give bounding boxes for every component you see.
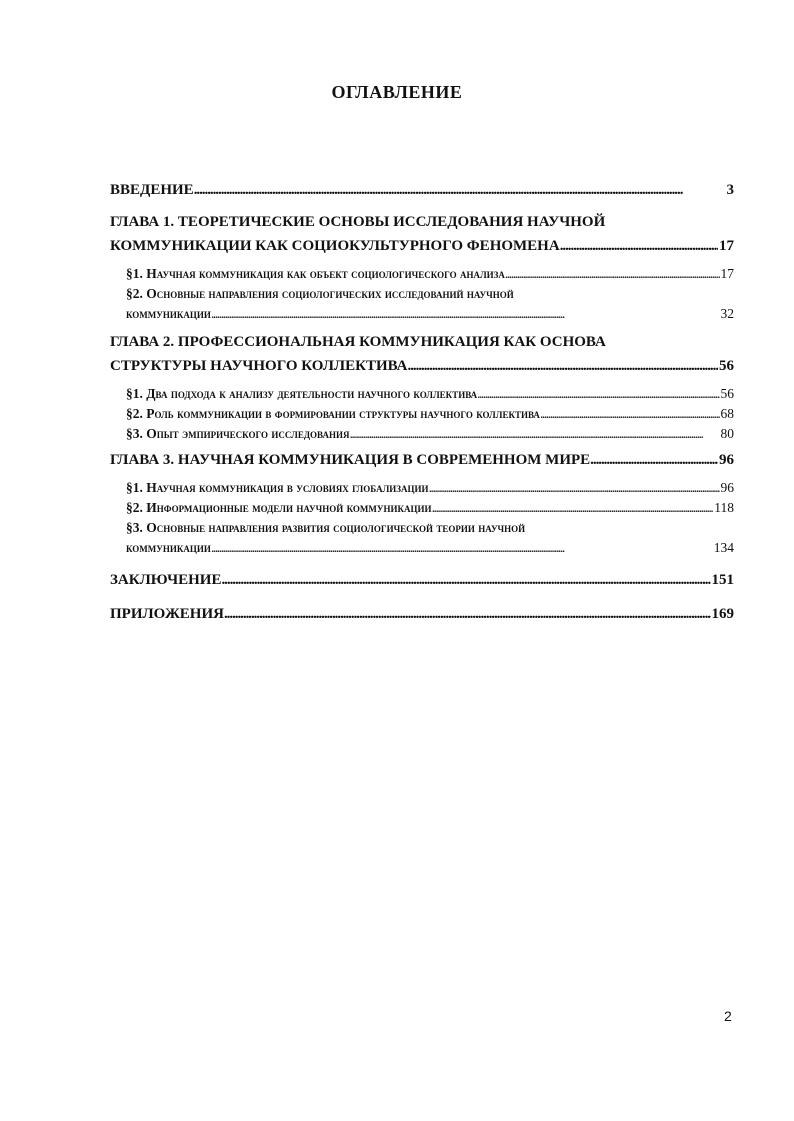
toc-entry-label-line2: КОММУНИКАЦИИ КАК СОЦИОКУЛЬТУРНОГО ФЕНОМЕНА [110, 238, 560, 254]
toc-entry-label-line2: СТРУКТУРЫ НАУЧНОГО КОЛЛЕКТИВА [110, 358, 408, 374]
toc-entry-label-line2: коммуникации [126, 540, 211, 555]
dot-leader [560, 234, 718, 258]
toc-entry-conclusion[interactable] [110, 568, 734, 592]
toc-page-number: 118 [714, 500, 734, 515]
toc-entry-appendix[interactable] [110, 602, 734, 626]
toc-entry-chapter-1[interactable] [110, 210, 734, 258]
toc-entry-introduction[interactable] [110, 178, 734, 202]
toc-entry-label: ЗАКЛЮЧЕНИЕ [110, 572, 222, 588]
dot-leader [194, 178, 726, 202]
dot-leader [432, 498, 714, 518]
toc-page-number: 32 [720, 306, 734, 321]
toc-page-number: 3 [726, 182, 734, 198]
toc-entry-label: §2. Информационные модели научной коммуникации [126, 500, 432, 515]
toc-page-number: 56 [719, 358, 734, 374]
toc-page-number: 80 [720, 426, 734, 441]
dot-leader [211, 538, 713, 558]
toc-entry-section-2-2[interactable] [126, 404, 734, 424]
toc-entry-label: §2. Роль коммуникации в формировании структуры научного коллектива [126, 406, 540, 421]
toc-entry-label: ГЛАВА 3. НАУЧНАЯ КОММУНИКАЦИЯ В СОВРЕМЕННОМ МИРЕ [110, 452, 591, 468]
toc-entry-label: §1. Научная коммуникация как объект социологического анализа [126, 266, 505, 281]
toc-entry-label-line1: §3. Основные направления развития социологической теории научной [126, 520, 526, 535]
toc-entry-section-1-1[interactable] [126, 264, 734, 284]
toc-page-number: 134 [713, 540, 734, 555]
dot-leader [590, 448, 718, 472]
toc-entry-section-3-1[interactable] [126, 478, 734, 498]
toc-entry-chapter-2[interactable] [110, 330, 734, 378]
page-title: ОГЛАВЛЕНИЕ [331, 82, 463, 102]
dot-leader [540, 404, 720, 424]
toc-page-number: 96 [720, 480, 734, 495]
page-number: 2 [724, 1008, 732, 1024]
toc-page-number: 151 [711, 572, 734, 588]
toc-entry-section-2-3[interactable] [126, 424, 734, 444]
toc-entry-section-3-2[interactable] [126, 498, 734, 518]
toc-page-number: 96 [719, 452, 734, 468]
toc-entry-label-line1: §2. Основные направления социологических исследований научной [126, 286, 514, 301]
toc-page-number: 68 [720, 406, 734, 421]
toc-entry-label: ПРИЛОЖЕНИЯ [110, 606, 224, 622]
toc-entry-section-3-3[interactable] [126, 518, 734, 558]
dot-leader [224, 602, 711, 626]
toc-entry-label-line1: ГЛАВА 1. ТЕОРЕТИЧЕСКИЕ ОСНОВЫ ИССЛЕДОВАНИЯ НАУЧНОЙ [110, 214, 606, 230]
toc-page-number: 17 [720, 266, 734, 281]
toc-entry-section-2-1[interactable] [126, 384, 734, 404]
toc-entry-label-line2: коммуникации [126, 306, 211, 321]
toc-entry-label-line1: ГЛАВА 2. ПРОФЕССИОНАЛЬНАЯ КОММУНИКАЦИЯ КАК ОСНОВА [110, 334, 606, 350]
dot-leader [429, 478, 720, 498]
toc-entry-chapter-3[interactable] [110, 448, 734, 472]
toc-page-number: 56 [720, 386, 734, 401]
toc-entry-label: §1. Научная коммуникация в условиях глобализации [126, 480, 429, 495]
toc-page-number: 17 [719, 238, 734, 254]
toc-entry-label: ВВЕДЕНИЕ [110, 182, 194, 198]
dot-leader [221, 568, 710, 592]
dot-leader [408, 354, 718, 378]
toc-page-number: 169 [711, 606, 734, 622]
dot-leader [505, 264, 720, 284]
dot-leader [211, 304, 720, 324]
toc-entry-section-1-2[interactable] [126, 284, 734, 324]
table-of-contents [110, 178, 734, 626]
toc-entry-label: §1. Два подхода к анализу деятельности научного коллектива [126, 386, 478, 401]
toc-entry-label: §3. Опыт эмпирического исследования [126, 426, 350, 441]
dot-leader [477, 384, 719, 404]
dot-leader [349, 424, 719, 444]
